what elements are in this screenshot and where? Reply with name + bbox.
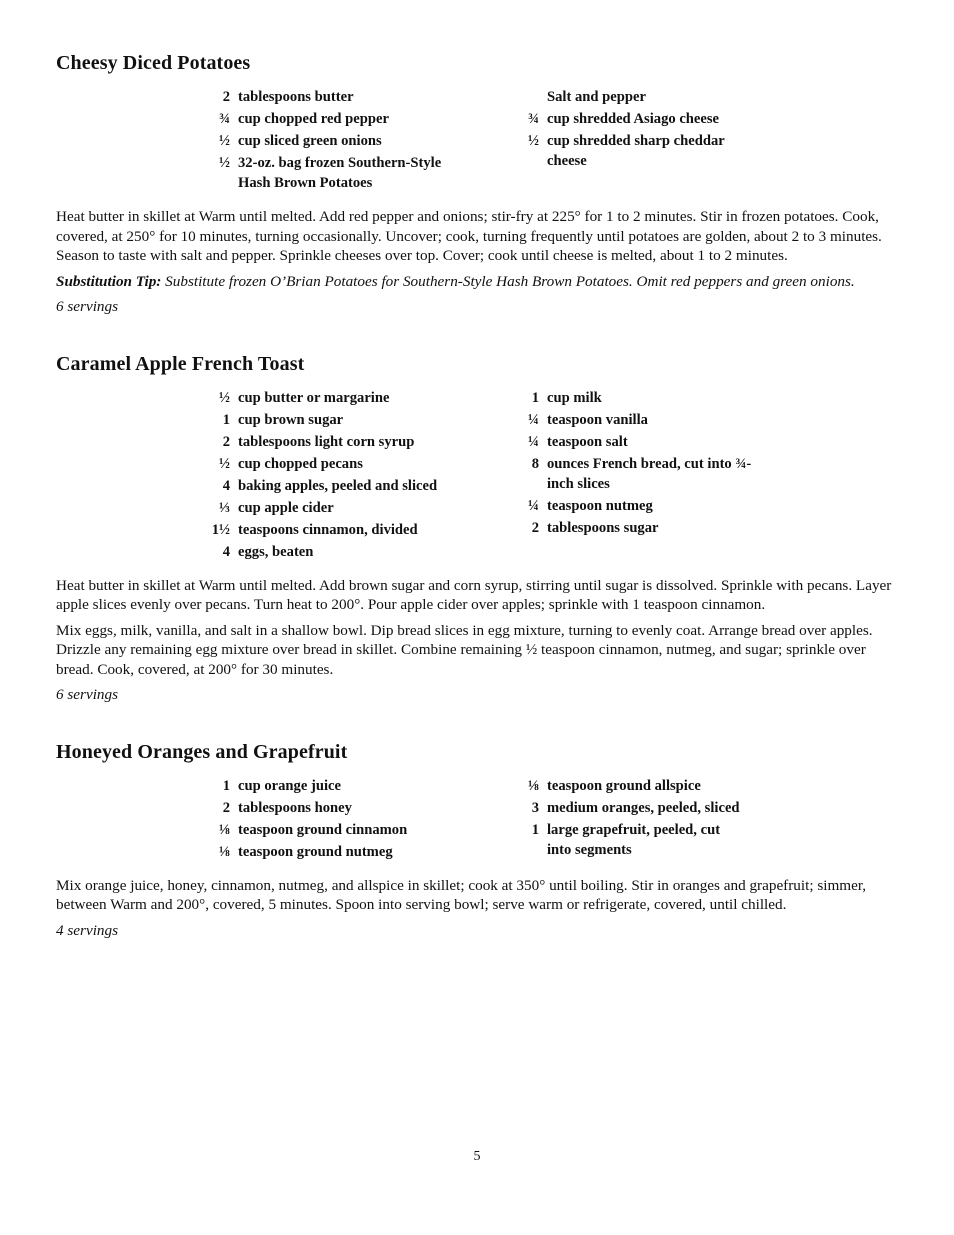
- ingredient-quantity: ½: [528, 133, 539, 149]
- ingredient-item: 32-oz. bag frozen Southern-Style Hash Brown Potatoes: [238, 155, 442, 191]
- ingredient-quantity: 1: [531, 389, 539, 406]
- ingredient-quantity: 1: [531, 821, 539, 838]
- ingredient-item: cup shredded sharp cheddar cheese: [547, 133, 725, 169]
- ingredient-item: cup shredded Asiago cheese: [547, 111, 720, 127]
- recipe-instructions: Heat butter in skillet at Warm until melted. Add red pepper and onions; stir-fry at 225° for 1 to 2 minutes. Stir in frozen potatoes. Cook, covered, at 250° for 10 minutes, turning occasionally. Uncover; cook, turning frequently until potatoes are golden, about 2 to 3 minutes. Season to taste with salt and pepper. Sprinkle cheeses over top. Cover; cook until cheese is melted, about 1 to 2 minutes.: [56, 208, 882, 264]
- ingredient-list: [202, 87, 898, 195]
- ingredient-item: cup chopped pecans: [238, 455, 363, 472]
- ingredient-item: eggs, beaten: [238, 543, 314, 560]
- ingredient: [202, 131, 511, 151]
- ingredient-item: medium oranges, peeled, sliced: [547, 799, 740, 816]
- ingredient: [202, 388, 511, 408]
- ingredient-item: teaspoons cinnamon, divided: [238, 521, 418, 538]
- page-number: 5: [473, 1149, 481, 1164]
- ingredient-quantity: 4: [222, 543, 230, 560]
- ingredient: [202, 842, 511, 862]
- ingredient-quantity: 8: [531, 455, 539, 472]
- ingredient-item: cup milk: [547, 389, 602, 406]
- ingredient-item: cup butter or margarine: [238, 389, 390, 406]
- ingredient-item: teaspoon nutmeg: [547, 497, 653, 514]
- ingredient-column-right: [511, 776, 820, 864]
- ingredient: [202, 432, 511, 452]
- ingredient-column-right: [511, 87, 820, 195]
- ingredient: [511, 820, 820, 860]
- recipe-title: Cheesy Diced Potatoes: [56, 52, 251, 74]
- ingredient-quantity: ½: [219, 155, 230, 171]
- ingredient-item: Salt and pepper: [547, 89, 646, 105]
- ingredient: [511, 454, 820, 494]
- ingredient: [511, 87, 820, 107]
- ingredient: [202, 410, 511, 430]
- ingredient-list: [202, 388, 898, 564]
- ingredient-quantity: 2: [222, 433, 230, 450]
- ingredient-column-left: [202, 776, 511, 864]
- recipe-instructions: Heat butter in skillet at Warm until melted. Add brown sugar and corn syrup, stirring until sugar is dissolved. Sprinkle with pecans. Layer apple slices evenly over pecans. Turn heat to 200°. Pour apple cider over apples; sprinkle with 1 teaspoon cinnamon.: [56, 576, 892, 613]
- ingredient-quantity: 1: [222, 777, 230, 794]
- recipe-page: [56, 52, 898, 976]
- ingredient-item: baking apples, peeled and sliced: [238, 477, 438, 494]
- ingredient-quantity: ¾: [219, 111, 230, 127]
- servings: 4 servings: [56, 921, 119, 939]
- ingredient-quantity: ⅓: [219, 499, 230, 516]
- ingredient-quantity: 1: [222, 411, 230, 428]
- ingredient: [202, 153, 511, 193]
- ingredient-item: teaspoon ground allspice: [547, 777, 701, 794]
- ingredient-quantity: 2: [222, 799, 230, 816]
- ingredient-item: cup orange juice: [238, 777, 341, 794]
- ingredient-quantity: [511, 87, 539, 107]
- ingredient-quantity: 3: [531, 799, 539, 816]
- ingredient-item: teaspoon vanilla: [547, 411, 648, 428]
- ingredient-item: tablespoons butter: [238, 89, 354, 105]
- ingredient-item: large grapefruit, peeled, cut into segments: [547, 821, 721, 858]
- ingredient-item: tablespoons honey: [238, 799, 352, 816]
- ingredient: [202, 542, 511, 562]
- tip-label: Substitution Tip:: [56, 272, 162, 290]
- ingredient-quantity: ¼: [528, 497, 539, 514]
- ingredient-quantity: ¾: [528, 111, 539, 127]
- ingredient-quantity: 1½: [211, 521, 230, 538]
- servings: 6 servings: [56, 298, 119, 315]
- ingredient: [511, 776, 820, 796]
- ingredient: [202, 798, 511, 818]
- ingredient-quantity: 2: [222, 89, 230, 105]
- ingredient-quantity: ¼: [528, 433, 539, 450]
- ingredient-item: cup sliced green onions: [238, 133, 382, 149]
- ingredient-quantity: ⅛: [528, 777, 539, 794]
- ingredient-quantity: ½: [219, 389, 230, 406]
- ingredient: [202, 109, 511, 129]
- recipe-cheesy-diced-potatoes: [56, 52, 898, 317]
- ingredient-quantity: ⅛: [219, 843, 230, 860]
- substitution-tip: [56, 272, 898, 292]
- ingredient: [511, 496, 820, 516]
- ingredient-quantity: ½: [219, 133, 230, 149]
- ingredient: [202, 520, 511, 540]
- ingredient-column-left: [202, 388, 511, 564]
- ingredient: [202, 776, 511, 796]
- ingredient-item: cup brown sugar: [238, 411, 344, 428]
- ingredient-column-right: [511, 388, 820, 564]
- ingredient: [202, 454, 511, 474]
- tip-text: Substitute frozen O’Brian Potatoes for Southern-Style Hash Brown Potatoes. Omit red peppers and green onions.: [161, 272, 855, 290]
- recipe-title: Caramel Apple French Toast: [56, 352, 305, 375]
- ingredient: [202, 820, 511, 840]
- ingredient-quantity: 2: [531, 519, 539, 536]
- ingredient-quantity: ¼: [528, 411, 539, 428]
- recipe-instructions: Mix eggs, milk, vanilla, and salt in a shallow bowl. Dip bread slices in egg mixture, turning to evenly coat. Arrange bread over apples. Drizzle any remaining egg mixture over bread in skillet. Combine remaining ½ teaspoon cinnamon, nutmeg, and sugar; sprinkle over bread. Cook, covered, at 200° for 30 minutes.: [56, 621, 873, 678]
- ingredient-item: ounces French bread, cut into ¾-inch slices: [547, 455, 752, 492]
- ingredient: [202, 498, 511, 518]
- ingredient-column-left: [202, 87, 511, 195]
- ingredient-item: tablespoons light corn syrup: [238, 433, 415, 450]
- ingredient: [202, 476, 511, 496]
- ingredient-list: [202, 776, 898, 864]
- ingredient: [511, 410, 820, 430]
- recipe-instructions: Mix orange juice, honey, cinnamon, nutmeg, and allspice in skillet; cook at 350° until boiling. Stir in oranges and grapefruit; simmer, between Warm and 200°, covered, 5 minutes. Spoon into serving bowl; serve warm or refrigerate, covered, until chilled.: [56, 876, 867, 913]
- ingredient-quantity: 4: [222, 477, 230, 494]
- ingredient: [511, 798, 820, 818]
- ingredient-item: teaspoon ground cinnamon: [238, 821, 408, 838]
- ingredient: [511, 518, 820, 538]
- ingredient: [511, 432, 820, 452]
- ingredient: [511, 388, 820, 408]
- recipe-honeyed-oranges-and-grapefruit: [56, 741, 898, 941]
- ingredient-item: cup apple cider: [238, 499, 334, 516]
- ingredient-quantity: ⅛: [219, 821, 230, 838]
- ingredient: [511, 131, 820, 171]
- ingredient-item: teaspoon ground nutmeg: [238, 843, 393, 860]
- ingredient-item: cup chopped red pepper: [238, 111, 389, 127]
- ingredient-item: teaspoon salt: [547, 433, 628, 450]
- ingredient: [511, 109, 820, 129]
- ingredient-quantity: ½: [219, 455, 230, 472]
- recipe-title: Honeyed Oranges and Grapefruit: [56, 740, 348, 763]
- recipe-caramel-apple-french-toast: [56, 353, 898, 705]
- ingredient: [202, 87, 511, 107]
- ingredient-item: tablespoons sugar: [547, 519, 659, 536]
- servings: 6 servings: [56, 686, 119, 703]
